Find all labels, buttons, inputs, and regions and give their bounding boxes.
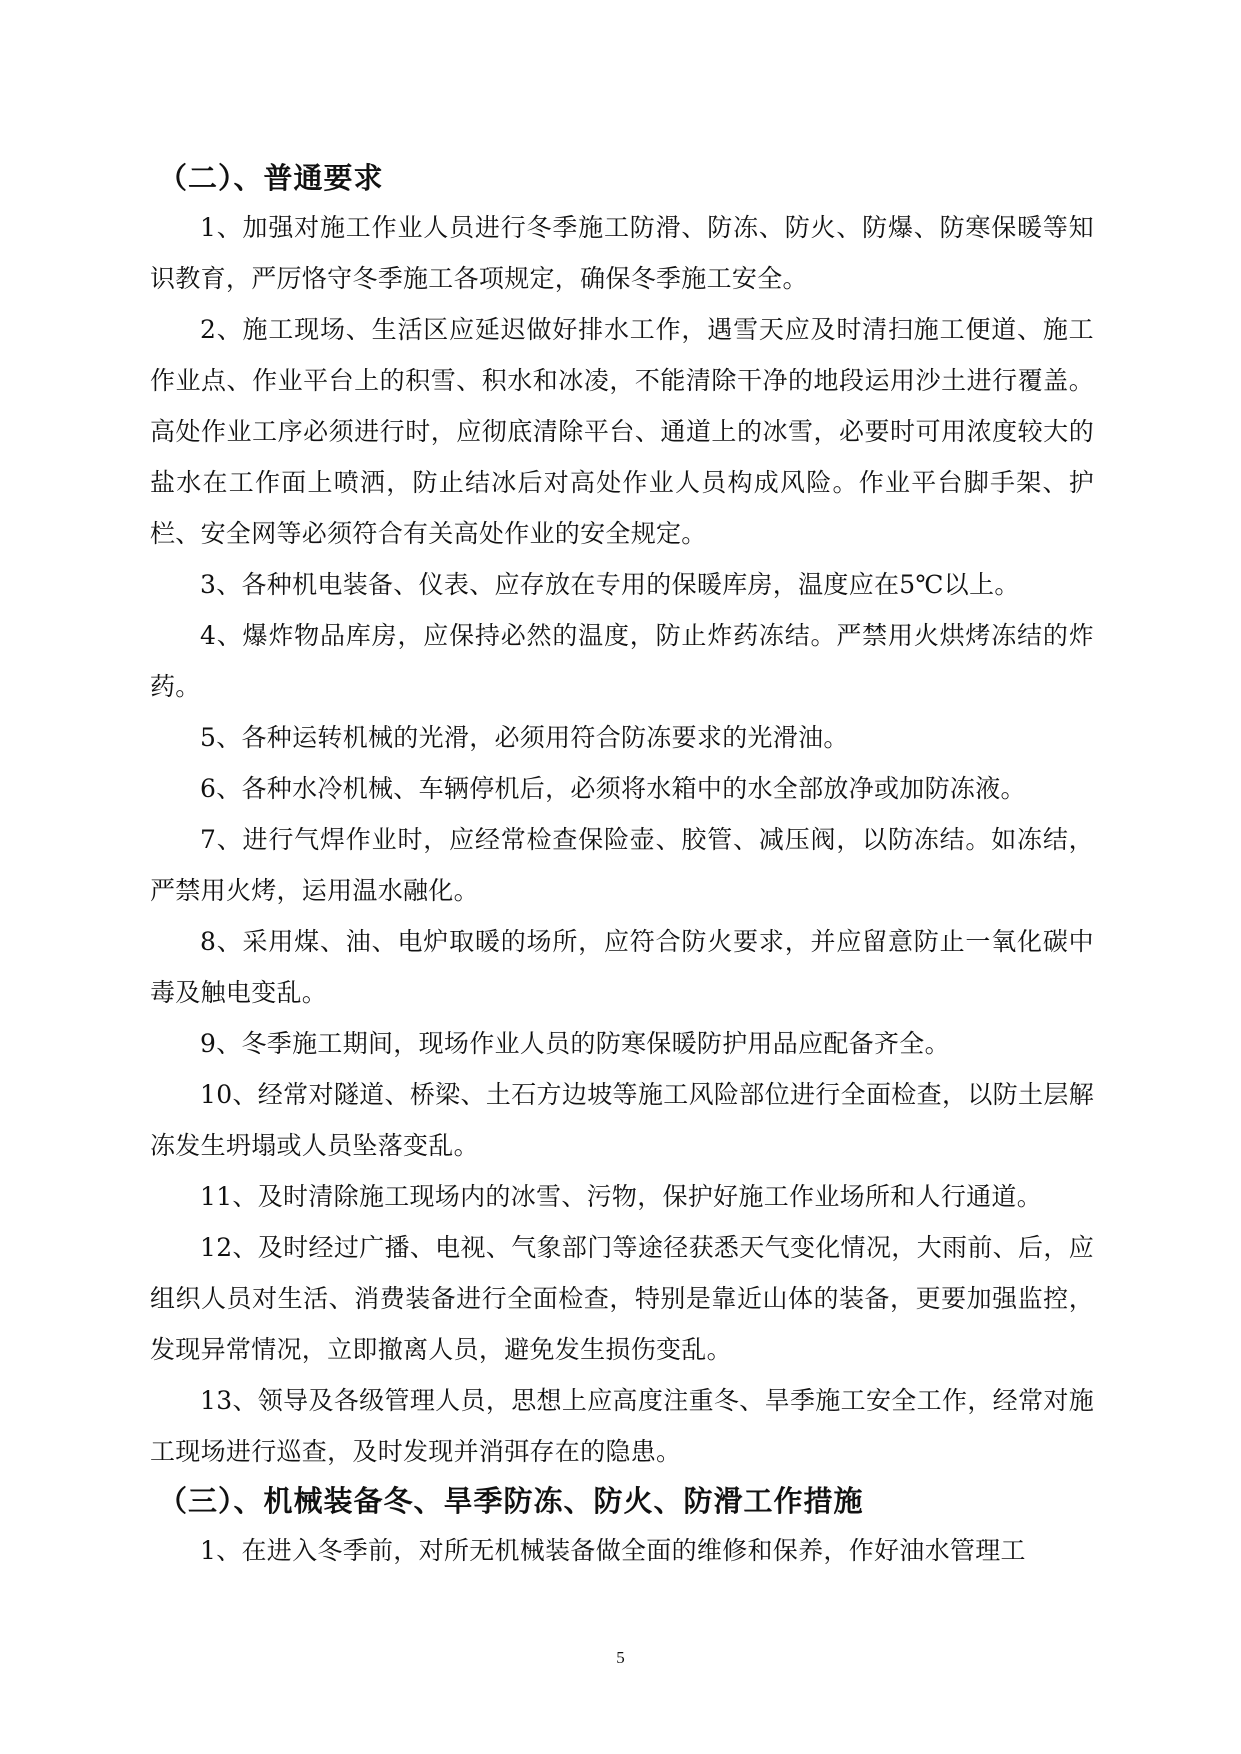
paragraph-machinery-item-1: 1、在进入冬季前，对所无机械装备做全面的维修和保养，作好油水管理工 [200,1536,1026,1565]
paragraph-item-5: 5、各种运转机械的光滑，必须用符合防冻要求的光滑油。 [200,723,849,752]
paragraph-item-13: 13、领导及各级管理人员，思想上应高度注重冬、旱季施工安全工作，经常对施工现场进行巡查，及时发现并消弭存在的隐患。 [150,1386,1094,1466]
paragraph-item-9: 9、冬季施工期间，现场作业人员的防寒保暖防护用品应配备齐全。 [200,1029,950,1058]
paragraph-item-7: 7、进行气焊作业时，应经常检查保险壶、胶管、减压阀，以防冻结。如冻结，严禁用火烤，运用温水融化。 [150,825,1094,905]
paragraph-item-6: 6、各种水冷机械、车辆停机后，必须将水箱中的水全部放净或加防冻液。 [200,774,1026,803]
paragraph-item-8: 8、采用煤、油、电炉取暖的场所，应符合防火要求，并应留意防止一氧化碳中毒及触电变乱。 [150,927,1094,1007]
paragraph-item-4: 4、爆炸物品库房，应保持必然的温度，防止炸药冻结。严禁用火烘烤冻结的炸药。 [150,621,1094,701]
paragraph-item-3: 3、各种机电装备、仪表、应存放在专用的保暖库房，温度应在5℃以上。 [200,570,1020,599]
section-heading-general-requirements: （二）、普通要求 [158,161,384,195]
paragraph-item-1: 1、加强对施工作业人员进行冬季施工防滑、防冻、防火、防爆、防寒保暖等知识教育，严厉恪守冬季施工各项规定，确保冬季施工安全。 [150,213,1094,293]
page-number: 5 [616,1648,625,1667]
paragraph-item-10: 10、经常对隧道、桥梁、土石方边坡等施工风险部位进行全面检查，以防土层解冻发生坍塌或人员坠落变乱。 [150,1080,1094,1160]
page-content [150,154,1094,1576]
paragraph-item-12: 12、及时经过广播、电视、气象部门等途径获悉天气变化情况，大雨前、后，应组织人员对生活、消费装备进行全面检查，特别是靠近山体的装备，更要加强监控，发现异常情况，立即撤离人员，避免发生损伤变乱。 [150,1233,1094,1364]
section-heading-machinery-measures: （三）、机械装备冬、旱季防冻、防火、防滑工作措施 [158,1484,864,1518]
paragraph-item-11: 11、及时清除施工现场内的冰雪、污物，保护好施工作业场所和人行通道。 [200,1182,1043,1211]
paragraph-item-2: 2、施工现场、生活区应延迟做好排水工作，遇雪天应及时清扫施工便道、施工作业点、作业平台上的积雪、积水和冰凌，不能清除干净的地段运用沙土进行覆盖。高处作业工序必须进行时，应彻底清除平台、通道上的冰雪，必要时可用浓度较大的盐水在工作面上喷洒，防止结冰后对高处作业人员构成风险。作业平台脚手架、护栏、安全网等必须符合有关高处作业的安全规定。 [150,315,1094,548]
